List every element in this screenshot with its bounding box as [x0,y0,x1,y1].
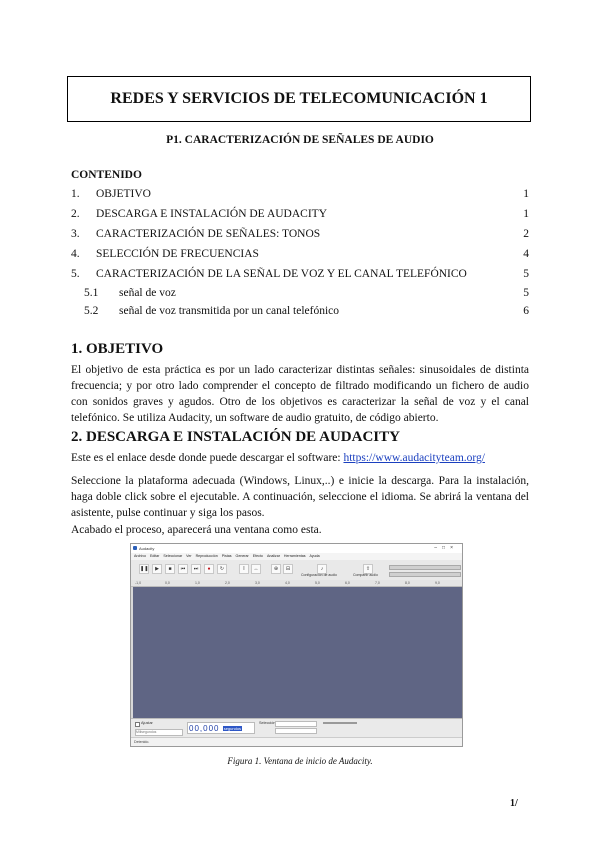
toc-subentry[interactable] [71,287,529,303]
menu-item[interactable]: Herramientas [283,554,306,558]
time-value: 00,000 [189,724,220,734]
menu-item[interactable]: Generar [235,554,249,558]
toc-entry-label: SELECCIÓN DE FRECUENCIAS [96,248,259,260]
selection-label: Selección [259,721,276,725]
loop-icon[interactable]: ↻ [217,564,227,574]
menu-item[interactable]: Efecto [252,554,263,558]
section-heading-descarga: 2. DESCARGA E INSTALACIÓN DE AUDACITY [71,429,400,445]
toc-entry-number: 5.1 [84,287,99,299]
ruler-tick: 9,0 [435,581,440,585]
ruler-tick: 6,0 [345,581,350,585]
share-audio-label[interactable]: Compartir audio [353,573,378,577]
toc-entry-page: 1 [523,188,529,200]
document-title-box [67,76,531,122]
toc-entry-number: 4. [71,248,80,260]
recording-meter[interactable] [389,565,461,570]
audacity-titlebar [131,544,462,553]
time-unit: segundos [223,726,242,731]
toc-entry-page: 1 [523,208,529,220]
ruler-tick: 1,0 [195,581,200,585]
audacity-window-title: Audacity [139,546,155,551]
toc-entry-number: 5.2 [84,305,99,317]
ruler-tick: 4,0 [285,581,290,585]
ruler-tick: 3,0 [255,581,260,585]
ruler-tick: 0,0 [165,581,170,585]
time-display[interactable] [187,722,255,734]
toc-entry-page: 2 [523,228,529,240]
audacity-download-link[interactable]: https://www.audacityteam.org/ [343,452,485,464]
toc-entry-number: 5. [71,268,80,280]
download-link-paragraph [71,450,529,466]
ruler-tick: -1,0 [135,581,142,585]
selection-tool-icon[interactable]: I [239,564,249,574]
toc-entry[interactable] [71,248,529,264]
toc-entry-label: CARACTERIZACIÓN DE LA SEÑAL DE VOZ Y EL CANAL TELEFÓNICO [96,268,467,280]
snap-dropdown[interactable]: Milisegundos [135,729,183,736]
menu-item[interactable]: Reproducción [195,554,218,558]
toc-entry-page: 4 [523,248,529,260]
toc-entry-page: 5 [523,268,529,280]
toc-entry[interactable] [71,208,529,224]
ruler-tick: 7,0 [375,581,380,585]
track-area[interactable] [131,587,462,718]
toc-entry-label: OBJETIVO [96,188,151,200]
document-title: REDES Y SERVICIOS DE TELECOMUNICACIÓN 1 [110,90,488,107]
trim-icon[interactable]: ⊟ [283,564,293,574]
toc-entry-label: señal de voz [119,287,176,299]
menu-item[interactable]: Archivo [134,554,146,558]
status-bar: Detenido. [131,737,462,746]
selection-start-field[interactable] [275,721,317,727]
stop-icon[interactable]: ■ [165,564,175,574]
pause-icon[interactable]: ❚❚ [140,566,149,572]
playback-speed-slider[interactable] [323,722,357,724]
speaker-icon[interactable]: ♪ [317,564,327,574]
track-area-margin [131,587,133,718]
toc-entry-page: 5 [523,287,529,299]
window-controls[interactable]: –□× [434,545,458,551]
zoom-icon[interactable]: ⊕ [271,564,281,574]
snap-checkbox[interactable] [135,722,140,727]
install-paragraph: Seleccione la plataforma adecuada (Windows, Linux,..) e inicie la descarga. Para la instalación, haga doble click sobre el ejecutable. A continuación, seleccione el idioma. Se abrirá la ventana del asistente, pulse continuar y siga los pasos. [71,475,529,519]
timeline-ruler[interactable] [131,580,462,587]
skip-start-icon[interactable]: ⏮ [178,564,188,574]
toc-entry-number: 3. [71,228,80,240]
section-heading-objetivo: 1. OBJETIVO [71,341,164,357]
audacity-menubar [131,553,462,560]
audacity-app-icon [133,546,137,550]
after-install-paragraph: Acabado el proceso, aparecerá una ventana como esta. [71,524,322,536]
snap-label: Ajustar [141,721,153,725]
toc-entry-label: DESCARGA E INSTALACIÓN DE AUDACITY [96,208,327,220]
menu-item[interactable]: Editar [149,554,160,558]
play-icon[interactable]: ▶ [152,564,162,574]
toc-entry-page: 6 [523,305,529,317]
toc-entry[interactable] [71,228,529,244]
toc-entry[interactable] [71,188,529,204]
skip-end-icon[interactable]: ⏭ [191,564,201,574]
toc-subentry[interactable] [71,305,529,321]
ruler-tick: 5,0 [315,581,320,585]
audacity-screenshot [130,543,463,747]
playback-meter[interactable] [389,572,461,577]
link-intro-text: Este es el enlace desde donde puede descargar el software: [71,452,344,464]
selection-end-field[interactable] [275,728,317,734]
toc-heading: CONTENIDO [71,169,142,181]
audacity-toolbar [131,560,462,581]
menu-item[interactable]: Pistas [221,554,232,558]
toc-entry-label: señal de voz transmitida por un canal telefónico [119,305,340,317]
toc-entry-label: CARACTERIZACIÓN DE SEÑALES: TONOS [96,228,321,240]
toc-entry-number: 1. [71,188,80,200]
toc-entry-number: 2. [71,208,80,220]
menu-item[interactable]: Analizar [266,554,280,558]
record-icon[interactable]: ● [204,564,214,574]
objetivo-paragraph: El objetivo de esta práctica es por un lado caracterizar distintas señales: sinusoidales de distinta frecuencia; y por otro lado comprender el concepto de filtrado modificando un fichero de audio con sonidos graves y agudos. Otro de los objetivos es caracterizar la señal de voz y el canal telefónico. Se utiliza Audacity, un software de audio gratuito, de código abierto. [71,364,529,424]
share-icon[interactable]: ⇧ [363,564,373,574]
ruler-tick: 8,0 [405,581,410,585]
envelope-tool-icon[interactable]: ↔ [251,564,261,574]
page-number: 1/ [510,798,518,809]
ruler-tick: 2,0 [225,581,230,585]
menu-item[interactable]: Ver [186,554,192,558]
menu-item[interactable]: Seleccionar [163,554,183,558]
figure-caption: Figura 1. Ventana de inicio de Audacity. [227,756,373,766]
menu-item[interactable]: Ayuda [309,554,320,558]
toc-entry[interactable] [71,268,529,284]
practice-subtitle: P1. CARACTERIZACIÓN DE SEÑALES DE AUDIO [166,134,434,146]
audio-setup-label[interactable]: Configuración de audio [301,573,337,577]
